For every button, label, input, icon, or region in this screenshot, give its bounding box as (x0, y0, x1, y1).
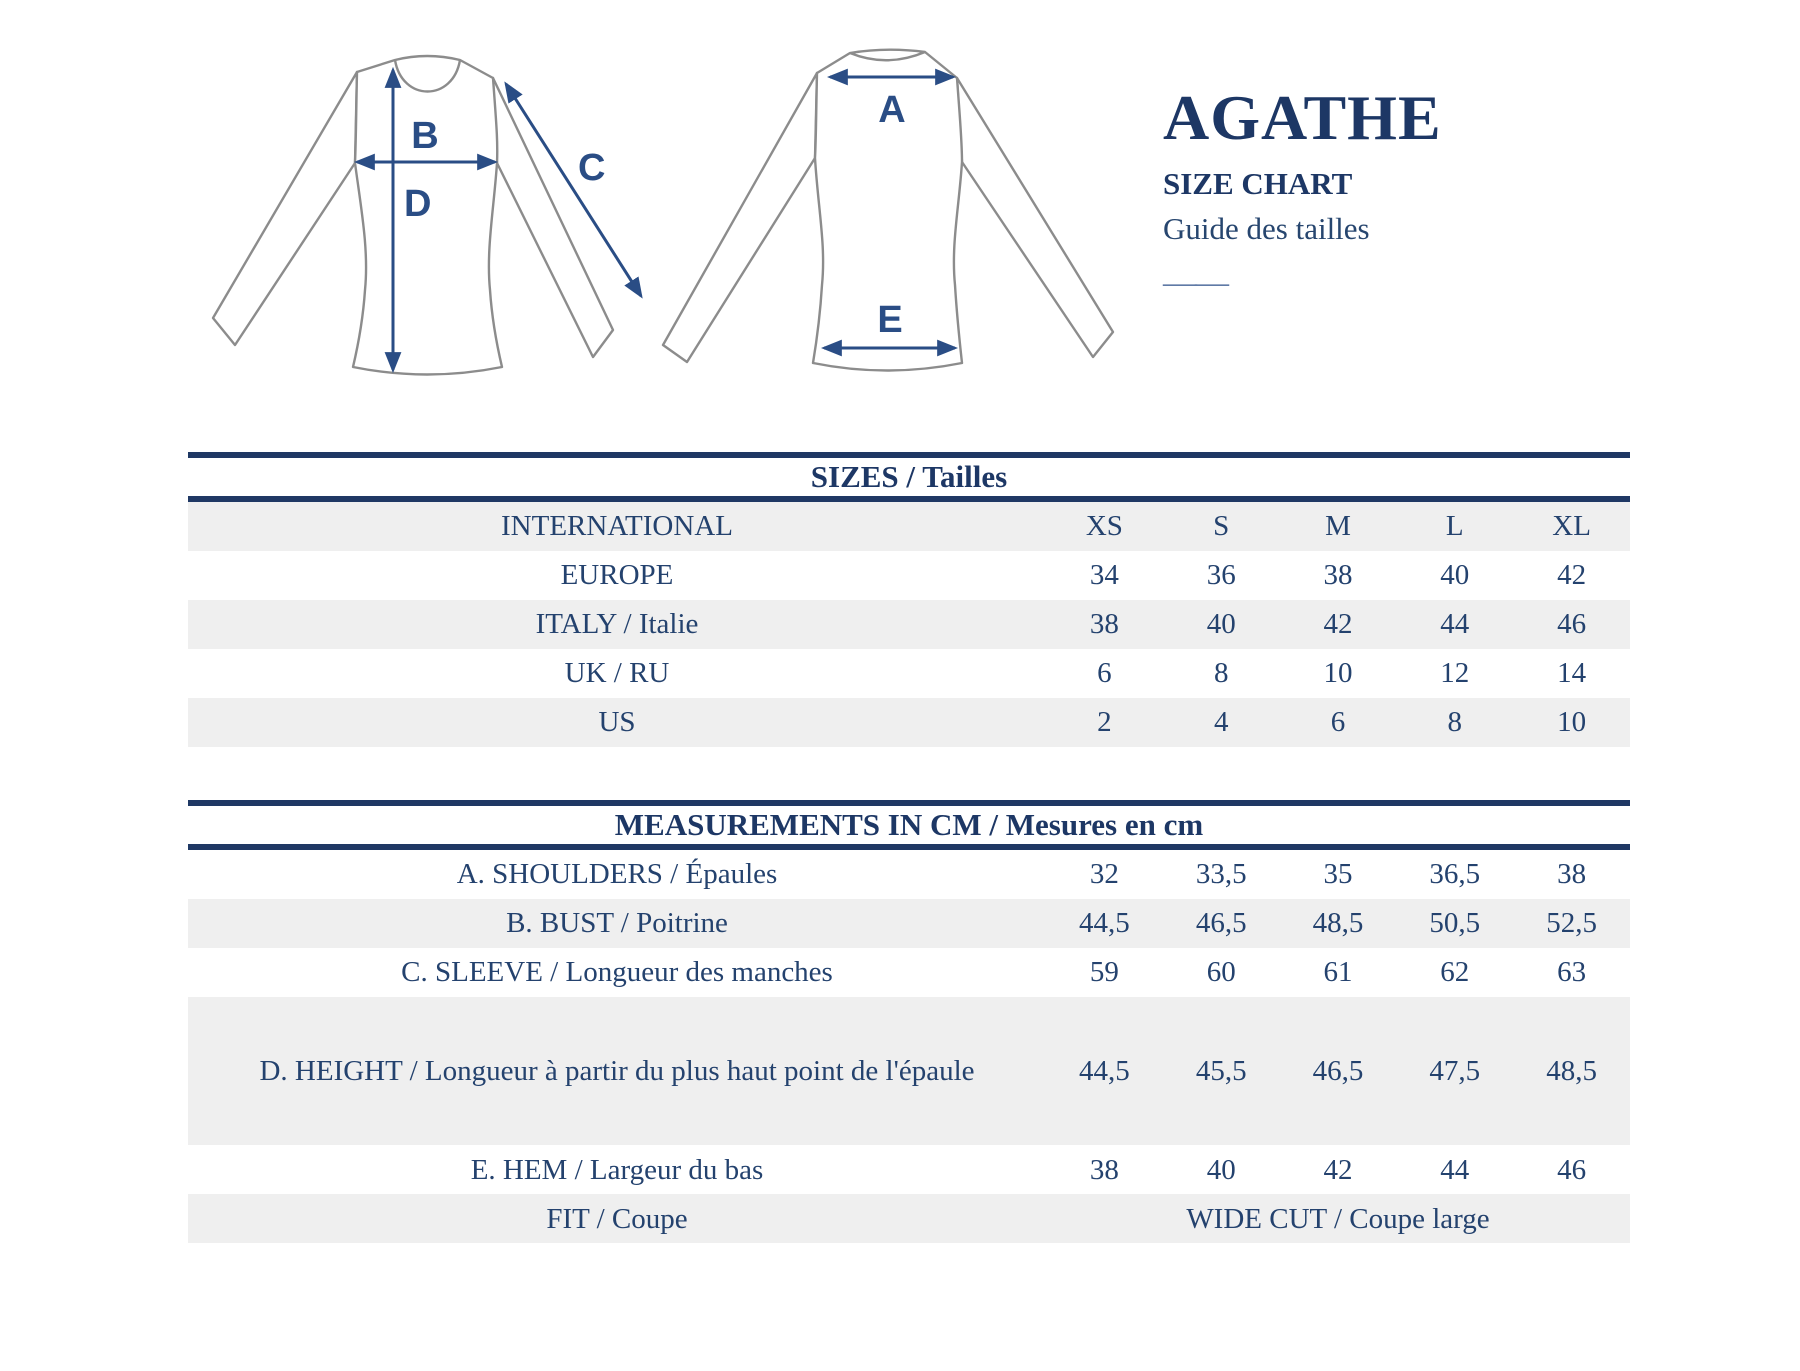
row-label: B. BUST / Poitrine (506, 907, 728, 940)
table-row (188, 997, 1630, 1145)
row-label: UK / RU (564, 657, 670, 690)
table-row (188, 1145, 1630, 1194)
cell-value: 61 (1323, 956, 1353, 989)
cell-value: 42 (1323, 608, 1353, 641)
cell-value: 6 (1330, 706, 1346, 739)
cell-value: 34 (1089, 559, 1119, 592)
cell-value: 60 (1206, 956, 1236, 989)
cell-value: 59 (1089, 956, 1119, 989)
title-block (1163, 82, 1442, 301)
cell-value: 46 (1557, 608, 1587, 641)
row-label: EUROPE (560, 559, 674, 592)
cell-value: 36,5 (1429, 858, 1481, 891)
title-divider: —— (1163, 264, 1227, 301)
cell-value: 44 (1440, 1153, 1470, 1186)
cell-value: 63 (1557, 956, 1587, 989)
cell-value: 40 (1206, 608, 1236, 641)
table-row (188, 698, 1630, 747)
cell-value: 33,5 (1195, 858, 1247, 891)
cell-value: 10 (1323, 657, 1353, 690)
back-right-sleeve (957, 78, 1113, 357)
measurements-table-title: MEASUREMENTS IN CM / Mesures en cm (188, 800, 1630, 850)
cell-value: 50,5 (1429, 907, 1481, 940)
cell-value: 44,5 (1079, 907, 1130, 940)
cell-value: 62 (1440, 956, 1470, 989)
measure-label-e: E (877, 299, 903, 341)
row-label: D. HEIGHT / Longueur à partir du plus haut point de l'épaule (259, 1055, 975, 1087)
back-left-sleeve (663, 73, 817, 362)
cell-value: 36 (1206, 559, 1236, 592)
cell-value: 45,5 (1195, 1055, 1247, 1087)
garment-diagram (150, 40, 1150, 390)
front-right-sleeve (493, 78, 613, 357)
size-chart-label-fr: Guide des tailles (1163, 211, 1370, 246)
cell-value: 38 (1089, 1153, 1119, 1186)
cell-value: 6 (1097, 657, 1112, 690)
cell-value: S (1213, 510, 1230, 543)
cell-value: 46 (1557, 1153, 1587, 1186)
cell-value: 42 (1323, 1153, 1353, 1186)
cell-value: 47,5 (1429, 1055, 1481, 1087)
size-chart-label: SIZE CHART (1163, 166, 1353, 201)
measure-label-c: C (578, 147, 606, 189)
row-label: ITALY / Italie (535, 608, 699, 641)
measurements-table-section (188, 800, 1630, 1243)
row-span-value: WIDE CUT / Coupe large (1186, 1202, 1490, 1235)
measure-label-b: B (411, 115, 439, 157)
table-row (188, 551, 1630, 600)
row-label: INTERNATIONAL (501, 510, 733, 543)
sizes-table-title: SIZES / Tailles (188, 452, 1630, 502)
cell-value: 38 (1089, 608, 1119, 641)
table-row (188, 600, 1630, 649)
sizes-table (188, 502, 1630, 747)
cell-value: 14 (1557, 657, 1587, 690)
cell-value: 46,5 (1312, 1055, 1364, 1087)
product-title: AGATHE (1163, 82, 1442, 153)
row-label: FIT / Coupe (546, 1202, 688, 1235)
measure-label-d: D (404, 183, 432, 225)
cell-value: 10 (1557, 706, 1587, 739)
cell-value: 2 (1097, 706, 1112, 739)
cell-value: M (1325, 510, 1351, 543)
measurements-table (188, 850, 1630, 1243)
cell-value: 8 (1447, 706, 1463, 739)
row-label: C. SLEEVE / Longueur des manches (401, 956, 833, 989)
cell-value: 35 (1323, 858, 1353, 891)
cell-value: 40 (1206, 1153, 1236, 1186)
cell-value: 8 (1213, 657, 1229, 690)
cell-value: XL (1552, 510, 1591, 543)
cell-value: 44 (1440, 608, 1470, 641)
cell-value: 46,5 (1195, 907, 1247, 940)
cell-value: 4 (1213, 706, 1229, 739)
cell-value: 38 (1557, 858, 1587, 891)
table-row (188, 649, 1630, 698)
table-row (188, 948, 1630, 997)
cell-value: 48,5 (1546, 1055, 1597, 1087)
cell-value: 40 (1440, 559, 1470, 592)
measure-label-a: A (878, 89, 906, 131)
sizes-table-section (188, 452, 1630, 747)
table-row (188, 502, 1630, 551)
row-label: US (598, 706, 636, 739)
cell-value: L (1445, 510, 1464, 543)
table-row (188, 899, 1630, 948)
cell-value: 42 (1557, 559, 1587, 592)
cell-value: 52,5 (1546, 907, 1597, 940)
cell-value: 44,5 (1079, 1055, 1130, 1087)
row-label: E. HEM / Largeur du bas (470, 1153, 764, 1186)
cell-value: 48,5 (1312, 907, 1364, 940)
table-row (188, 850, 1630, 899)
cell-value: XS (1085, 510, 1123, 543)
table-row (188, 1194, 1630, 1243)
cell-value: 38 (1323, 559, 1353, 592)
front-left-sleeve (213, 72, 357, 345)
row-label: A. SHOULDERS / Épaules (456, 858, 778, 891)
cell-value: 12 (1440, 657, 1470, 690)
cell-value: 32 (1089, 858, 1119, 891)
